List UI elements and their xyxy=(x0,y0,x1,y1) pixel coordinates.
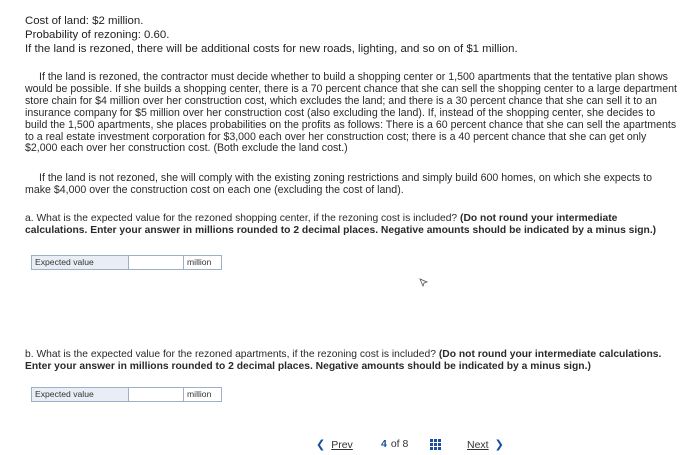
expected-value-label-b: Expected value xyxy=(31,387,129,402)
question-a-instruction: (Do not round your intermediate calculations. Enter your answer in millions rounded to 2 decimal places. Negative amounts should be indicated by a minus sign.) xyxy=(25,213,657,236)
grid-menu-icon[interactable] xyxy=(430,439,441,450)
chevron-right-icon: ❯ xyxy=(494,439,504,451)
land-cost-text: Cost of land: $2 million. xyxy=(25,15,144,27)
given-data xyxy=(25,14,518,56)
pagination-bar xyxy=(0,438,700,454)
question-b-instruction: (Do not round your intermediate calculations. Enter your answer in millions rounded to 2 decimal places. Negative amounts should be indicated by a minus sign.) xyxy=(25,349,662,372)
not-rezoned-paragraph: If the land is not rezoned, she will comply with the existing zoning restrictions and simply build 600 homes, on which she expects to make $4,000 over the construction cost on each one (excluding the cost of land). xyxy=(25,172,652,196)
prev-label: Prev xyxy=(331,438,353,451)
expected-value-input-b[interactable] xyxy=(129,387,183,402)
unit-label-a: million xyxy=(183,255,222,270)
question-a xyxy=(25,213,680,237)
next-label: Next xyxy=(467,438,489,451)
answer-row-b xyxy=(31,387,222,402)
additional-cost-text: If the land is rezoned, there will be additional costs for new roads, lighting, and so on of $1 million. xyxy=(25,43,518,55)
page-indicator xyxy=(381,438,408,450)
page-total: of 8 xyxy=(390,438,409,450)
prev-button[interactable] xyxy=(316,438,353,451)
next-button[interactable] xyxy=(467,438,504,451)
question-b xyxy=(25,349,680,373)
expected-value-input-a[interactable] xyxy=(129,255,183,270)
rezoned-paragraph: If the land is rezoned, the contractor must decide whether to build a shopping center or 1,500 apartments that the tentative plan shows would be possible. If she builds a shopping center, there is a 70 percent chance that she can sell the shopping center to a large department store chain for $4 million over her construction cost, which excludes the land; and there is a 30 percent chance that she can sell it to an insurance company for $5 million over her construction cost (also excluding the land). If, instead of the shopping center, she decides to build the 1,500 apartments, she places probabilities on the profits as follows: There is a 60 percent chance that she can sell the apartments to a real estate investment corporation for $3,000 each over her construction cost; there is a 40 percent chance that she can get only $2,000 each over her construction cost. (Both exclude the land cost.) xyxy=(25,71,677,155)
probability-text: Probability of rezoning: 0.60. xyxy=(25,29,170,41)
question-b-text: b. What is the expected value for the rezoned apartments, if the rezoning cost is included? xyxy=(25,349,436,360)
expected-value-label-a: Expected value xyxy=(31,255,129,270)
mouse-cursor-icon xyxy=(419,278,429,288)
answer-row-a xyxy=(31,255,222,270)
question-a-text: a. What is the expected value for the rezoned shopping center, if the rezoning cost is included? xyxy=(25,213,458,224)
chevron-left-icon: ❮ xyxy=(316,439,326,451)
unit-label-b: million xyxy=(183,387,222,402)
current-page: 4 xyxy=(381,438,387,450)
